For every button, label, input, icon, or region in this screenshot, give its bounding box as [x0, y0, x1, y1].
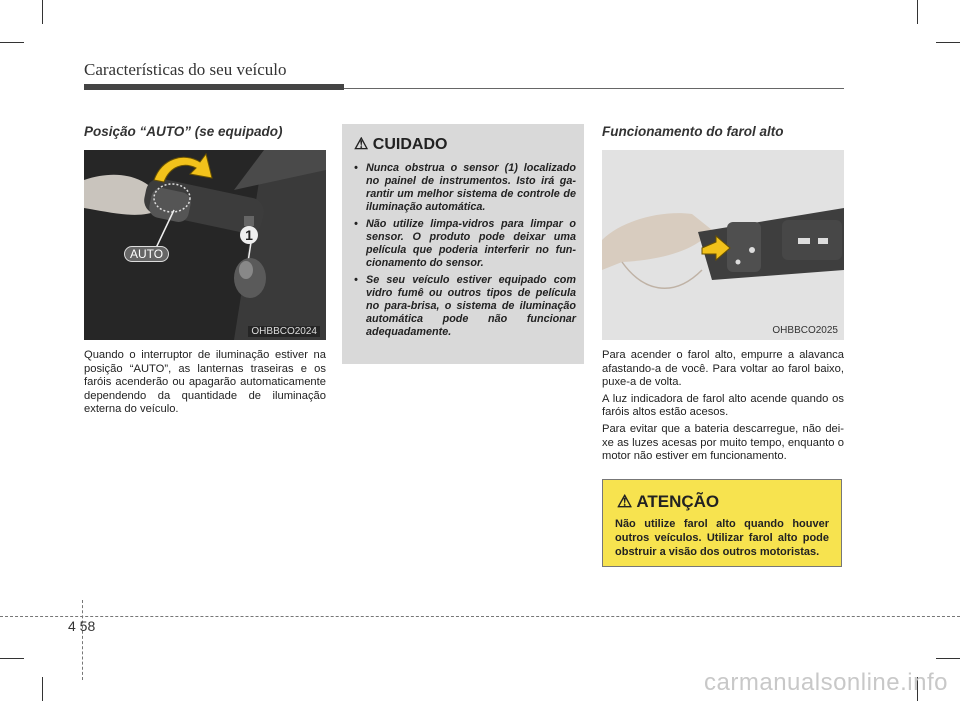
caution-item: • Nunca obstrua o sensor (1) localizado no painel de instrumentos. Isto irá garantir um melhor sistema de controle de iluminação automática. — [352, 162, 576, 214]
auto-label-badge: AUTO — [124, 246, 169, 262]
warning-box — [602, 479, 842, 567]
warning-heading — [617, 492, 719, 512]
page-number: 4 58 — [68, 618, 96, 634]
auto-position-paragraph — [84, 349, 326, 420]
caution-list — [352, 162, 576, 343]
auto-switch-photo — [84, 150, 326, 340]
high-beam-paragraphs — [602, 349, 844, 467]
paragraph-text: Quando o interruptor de iluminação estiver na posição “AUTO”, as lanternas traseiras e os faróis acenderão ou apagarão automaticamente dependendo da quantidade de iluminação externa do veículo. — [84, 349, 326, 416]
footer-rule — [0, 616, 960, 617]
high-beam-photo — [602, 150, 844, 340]
caution-box — [342, 124, 584, 364]
crop-mark — [936, 658, 960, 659]
page-header-title: Características do seu veículo — [84, 60, 287, 79]
paragraph-text: A luz indicadora de farol alto acende quando os faróis altos estão acesos. — [602, 392, 844, 419]
crop-mark — [917, 0, 918, 24]
header-divider — [84, 84, 344, 90]
warning-triangle-icon: ⚠ — [354, 136, 369, 153]
photo-code: OHBBCO2025 — [772, 325, 838, 336]
crop-mark — [0, 658, 24, 659]
caution-title: CUIDADO — [372, 136, 448, 153]
paragraph-text: Para evitar que a bateria descarregue, não deixe as luzes acesas por muito tempo, enquanto o motor não estiver em funcionamento. — [602, 422, 844, 463]
footer-vertical-rule — [82, 600, 83, 680]
warning-title: ATENÇÃO — [636, 492, 720, 511]
warning-triangle-icon: ⚠ — [617, 492, 633, 511]
section-title-auto: Posição “AUTO” (se equipado) — [84, 124, 283, 139]
crop-mark — [0, 42, 24, 43]
watermark: carmanualsonline.info — [704, 669, 948, 696]
paragraph-text: Para acender o farol alto, empurre a alavanca afastando-a de você. Para voltar ao farol baixo, puxe-a de volta. — [602, 349, 844, 389]
crop-mark — [42, 677, 43, 701]
section-title-high-beam: Funcionamento do farol alto — [602, 124, 784, 139]
crop-mark — [936, 42, 960, 43]
crop-mark — [42, 0, 43, 24]
warning-text: Não utilize farol alto quando houver outros veículos. Utilizar farol alto pode obstruir a visão dos outros motoristas. — [615, 518, 829, 558]
header-rule — [344, 88, 844, 89]
caution-item: • Se seu veículo estiver equipado com vidro fumê ou outros tipos de película no para-brisa, o sistema de iluminação automática pode não funcionar adequadamente. — [352, 274, 576, 339]
caution-heading — [354, 134, 447, 154]
sensor-number-badge: 1 — [240, 226, 258, 244]
photo-code: OHBBCO2024 — [248, 326, 320, 337]
caution-item: • Não utilize limpa-vidros para limpar o sensor. O produto pode deixar uma película que poderia interferir no funcionamento do sensor. — [352, 218, 576, 270]
